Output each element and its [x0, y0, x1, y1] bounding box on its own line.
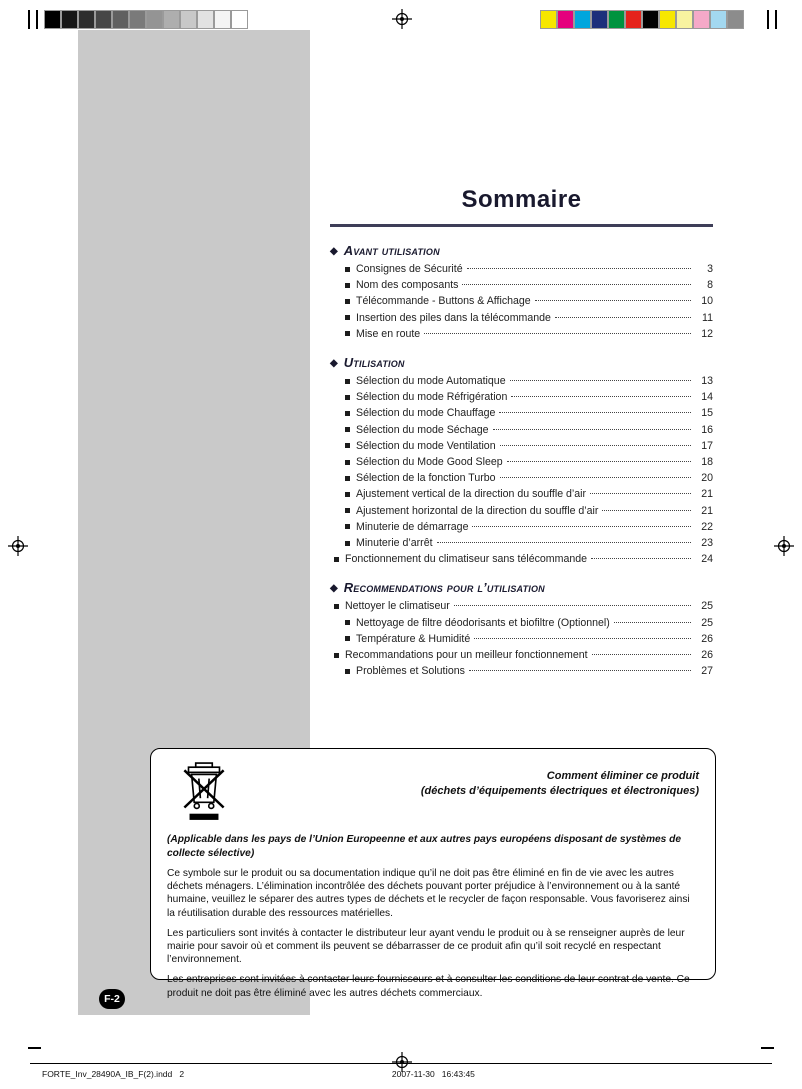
- square-bullet-icon: [345, 460, 350, 465]
- grayscale-swatch: [197, 10, 215, 29]
- toc-item: [330, 310, 713, 326]
- toc-item-page: 23: [701, 537, 713, 550]
- toc-item-label: Sélection du mode Chauffage: [356, 407, 496, 420]
- crop-tick-icon: [761, 1047, 774, 1049]
- toc-item: [330, 631, 713, 647]
- diamond-bullet-icon: ◆: [330, 246, 338, 257]
- toc-section: [330, 580, 713, 679]
- dot-leader: [535, 300, 691, 301]
- crop-mark-right-icon: [767, 10, 777, 29]
- square-bullet-icon: [334, 604, 339, 609]
- dot-leader: [614, 622, 691, 623]
- square-bullet-icon: [345, 331, 350, 336]
- dot-leader: [592, 654, 691, 655]
- toc-item-label: Sélection de la fonction Turbo: [356, 472, 496, 485]
- toc-item: [330, 261, 713, 277]
- toc-item-page: 10: [701, 295, 713, 308]
- toc-item-page: 13: [701, 375, 713, 388]
- dot-leader: [500, 477, 691, 478]
- toc-item: [330, 389, 713, 405]
- color-swatch: [574, 10, 592, 29]
- toc-item-page: 12: [701, 327, 713, 340]
- grayscale-swatch: [231, 10, 249, 29]
- toc-item-page: 25: [701, 600, 713, 613]
- notice-applicability: (Applicable dans les pays de l’Union Europeenne et aux autres pays européens disposant de systèmes de collecte sélective): [167, 834, 682, 859]
- toc-item: [330, 470, 713, 486]
- square-bullet-icon: [345, 636, 350, 641]
- dot-leader: [472, 526, 691, 527]
- color-swatch: [591, 10, 609, 29]
- grayscale-swatch: [146, 10, 164, 29]
- toc-item-label: Nettoyage de filtre déodorisants et biofiltre (Optionnel): [356, 616, 610, 629]
- toc-item: [330, 647, 713, 663]
- toc-item-page: 3: [707, 263, 713, 275]
- toc-item: [330, 293, 713, 309]
- dot-leader: [467, 268, 691, 269]
- toc-item-label: Recommandations pour un meilleur fonctionnement: [345, 649, 588, 662]
- square-bullet-icon: [345, 492, 350, 497]
- square-bullet-icon: [345, 541, 350, 546]
- square-bullet-icon: [345, 267, 350, 272]
- notice-paragraphs: [167, 867, 699, 1000]
- square-bullet-icon: [345, 427, 350, 432]
- registration-mark-icon: [392, 9, 412, 29]
- grayscale-swatch: [214, 10, 232, 29]
- toc-item: [330, 535, 713, 551]
- toc-item-label: Température & Humidité: [356, 632, 471, 645]
- toc-item-label: Nettoyer le climatiseur: [345, 600, 450, 613]
- toc-item-label: Ajustement vertical de la direction du souffle d’air: [356, 488, 587, 501]
- grayscale-calibration-bar: [44, 10, 248, 29]
- toc-item: [330, 405, 713, 421]
- toc-item: [330, 438, 713, 454]
- page-number-badge: F-2: [99, 989, 125, 1009]
- toc-item-page: 16: [701, 423, 713, 436]
- registration-mark-icon: [774, 536, 794, 556]
- grayscale-swatch: [112, 10, 130, 29]
- toc-item-page: 26: [701, 649, 713, 662]
- toc-item: [330, 615, 713, 631]
- toc-item-page: 14: [701, 391, 713, 404]
- color-swatch: [693, 10, 711, 29]
- diamond-bullet-icon: ◆: [330, 358, 338, 370]
- notice-paragraph: Les entreprises sont invitées à contacter leurs fournisseurs et à consulter les conditions de leur contrat de vente. Ce produit ne doit pas être éliminé avec les autres déchets commerciaux.: [167, 974, 690, 999]
- notice-paragraph: Les particuliers sont invités à contacter le distributeur leur ayant vendu le produit ou à se renseigner auprès de leur mairie pour savoir où et comment ils peuvent se débarrasser de ce produit afin qu’il soit recyclé en respectant l’environnement.: [167, 927, 685, 966]
- square-bullet-icon: [345, 669, 350, 674]
- grayscale-swatch: [78, 10, 96, 29]
- grayscale-swatch: [180, 10, 198, 29]
- toc-item: [330, 503, 713, 519]
- toc-item-page: 8: [707, 279, 713, 292]
- toc-item-label: Télécommande - Buttons & Affichage: [356, 295, 531, 308]
- toc-item-label: Sélection du mode Automatique: [356, 375, 506, 388]
- grayscale-swatch: [95, 10, 113, 29]
- square-bullet-icon: [345, 524, 350, 529]
- toc-item: [330, 598, 713, 614]
- square-bullet-icon: [334, 557, 339, 562]
- footer-rule: [30, 1063, 772, 1064]
- toc-item-page: 24: [701, 553, 713, 566]
- toc-item-label: Sélection du mode Réfrigération: [356, 391, 508, 404]
- dot-leader: [590, 493, 691, 494]
- toc-item: [330, 326, 713, 342]
- toc-sections: [330, 243, 713, 679]
- grayscale-swatch: [44, 10, 62, 29]
- toc-item: [330, 519, 713, 535]
- square-bullet-icon: [345, 443, 350, 448]
- weee-crossed-bin-icon: [181, 761, 227, 823]
- square-bullet-icon: [334, 653, 339, 658]
- square-bullet-icon: [345, 283, 350, 288]
- toc-item-label: Mise en route: [356, 327, 421, 340]
- toc-item-label: Consignes de Sécurité: [356, 263, 463, 275]
- dot-leader: [493, 429, 691, 430]
- toc-item-page: 22: [701, 520, 713, 533]
- toc-item: [330, 486, 713, 502]
- color-swatch: [557, 10, 575, 29]
- dot-leader: [500, 445, 691, 446]
- crop-mark-left-icon: [28, 10, 38, 29]
- notice-paragraph: Ce symbole sur le produit ou sa documentation indique qu’il ne doit pas être éliminé en fin de vie avec les autres déchets ménagers. L’élimination incontrôlée des déchets pouvant porter préjudice à l’environnement ou à la santé humaine, veuillez le séparer des autres types de déchets et le recycler de façon responsable. Vous favoriserez ainsi la réutilisation durable des ressources matérielles.: [167, 868, 690, 919]
- toc-item-label: Sélection du mode Ventilation: [356, 439, 496, 452]
- toc-section-heading: [330, 243, 713, 258]
- toc-section-heading: [330, 580, 713, 595]
- toc-item-page: 17: [701, 439, 713, 452]
- toc-item-label: Ajustement horizontal de la direction du souffle d’air: [356, 504, 599, 517]
- toc-item: [330, 551, 713, 567]
- square-bullet-icon: [345, 395, 350, 400]
- color-swatch: [676, 10, 694, 29]
- dot-leader: [555, 317, 691, 318]
- square-bullet-icon: [345, 299, 350, 304]
- toc-item-page: 11: [702, 311, 713, 324]
- crop-tick-icon: [28, 1047, 41, 1049]
- recycling-notice-box: [150, 748, 716, 999]
- notice-title-line2: (déchets d’équipements électriques et électroniques): [420, 785, 699, 797]
- color-swatch: [642, 10, 660, 29]
- toc-section: [330, 355, 713, 567]
- toc-item-page: 27: [701, 665, 713, 678]
- toc-item-label: Nom des composants: [356, 279, 459, 292]
- square-bullet-icon: [345, 508, 350, 513]
- grayscale-swatch: [129, 10, 147, 29]
- toc-item-label: Sélection du mode Séchage: [356, 423, 489, 436]
- dot-leader: [454, 605, 691, 606]
- notice-header: [167, 761, 699, 827]
- color-swatch: [727, 10, 745, 29]
- dot-leader: [474, 638, 691, 639]
- toc-item-label: Sélection du Mode Good Sleep: [356, 456, 503, 469]
- toc-section-heading-label: Recommendations pour l’utilisation: [343, 580, 545, 596]
- square-bullet-icon: [345, 476, 350, 481]
- toc-item-label: Minuterie de démarrage: [356, 520, 469, 533]
- toc-item-page: 25: [701, 616, 713, 629]
- toc-item-page: 18: [701, 456, 713, 469]
- toc-item: [330, 663, 713, 679]
- square-bullet-icon: [345, 315, 350, 320]
- toc-item-label: Insertion des piles dans la télécommande: [356, 311, 551, 324]
- toc-item-page: 15: [701, 407, 713, 420]
- color-swatch: [608, 10, 626, 29]
- toc-item: [330, 373, 713, 389]
- page-title: Sommaire: [461, 186, 582, 213]
- square-bullet-icon: [345, 411, 350, 416]
- dot-leader: [507, 461, 691, 462]
- toc-item: [330, 277, 713, 293]
- grayscale-swatch: [61, 10, 79, 29]
- dot-leader: [437, 542, 691, 543]
- toc-section-heading: [330, 355, 713, 370]
- diamond-bullet-icon: ◆: [330, 583, 338, 595]
- color-swatch: [540, 10, 558, 29]
- square-bullet-icon: [345, 620, 350, 625]
- footer-imprint: FORTE_Inv_28490A_IB_F(2).indd 2 2007-11-30 16:43:45: [42, 1069, 475, 1079]
- toc-item-label: Fonctionnement du climatiseur sans télécommande: [345, 553, 588, 566]
- color-swatch: [710, 10, 728, 29]
- dot-leader: [511, 396, 691, 397]
- dot-leader: [591, 558, 691, 559]
- dot-leader: [424, 333, 691, 334]
- toc-content: [330, 186, 713, 692]
- toc-section-heading-label: Utilisation: [343, 355, 405, 371]
- color-calibration-bar: [540, 10, 744, 29]
- color-swatch: [659, 10, 677, 29]
- toc-item-page: 20: [701, 472, 713, 485]
- toc-item-page: 21: [701, 504, 713, 517]
- dot-leader: [510, 380, 691, 381]
- dot-leader: [469, 670, 691, 671]
- title-rule: [330, 224, 713, 227]
- toc-item-page: 26: [701, 632, 713, 645]
- notice-title: [167, 761, 699, 799]
- square-bullet-icon: [345, 379, 350, 384]
- grayscale-swatch: [163, 10, 181, 29]
- toc-item: [330, 454, 713, 470]
- dot-leader: [602, 510, 691, 511]
- toc-item-label: Minuterie d’arrêt: [356, 537, 433, 550]
- toc-section: [330, 243, 713, 342]
- toc-item-label: Problèmes et Solutions: [356, 665, 465, 678]
- dot-leader: [462, 284, 691, 285]
- registration-mark-icon: [8, 536, 28, 556]
- notice-title-line1: Comment éliminer ce produit: [546, 770, 699, 782]
- dot-leader: [499, 412, 691, 413]
- toc-item-page: 21: [701, 488, 713, 501]
- toc-item: [330, 422, 713, 438]
- toc-section-heading-label: Avant utilisation: [343, 243, 440, 258]
- color-swatch: [625, 10, 643, 29]
